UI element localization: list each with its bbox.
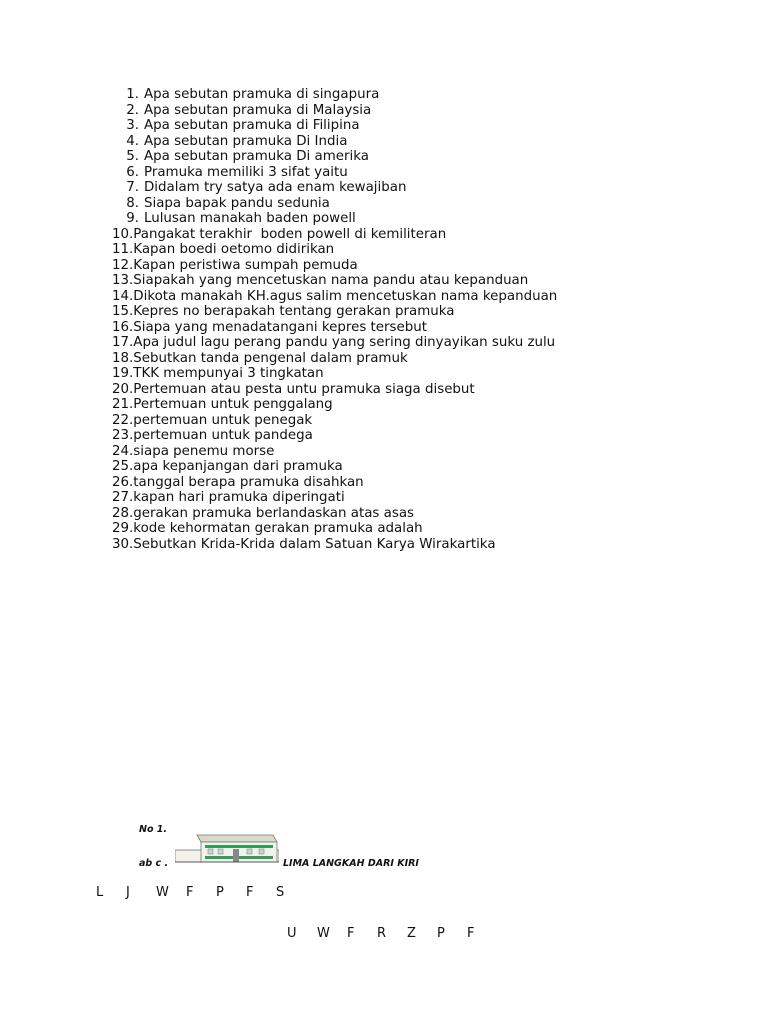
puzzle-number-label: No 1. (139, 824, 168, 835)
school-building-icon (175, 834, 279, 864)
question-number: 15. (112, 304, 134, 319)
question-item (112, 165, 557, 181)
question-number: 11. (112, 242, 134, 257)
question-text: Didalam try satya ada enam kewajiban (144, 180, 407, 195)
question-text: Pertemuan untuk penggalang (133, 397, 333, 412)
question-item (112, 149, 557, 165)
question-text: Sebutkan Krida-Krida dalam Satuan Karya Wirakartika (133, 536, 496, 552)
puzzle-letter: W (156, 885, 169, 900)
question-item (112, 196, 557, 212)
question-text: TKK mempunyai 3 tingkatan (133, 366, 324, 381)
question-text: Kepres no berapakah tentang gerakan pramuka (133, 304, 455, 319)
question-item (112, 537, 557, 553)
question-text: kapan hari pramuka diperingati (133, 490, 345, 505)
puzzle-letter: F (246, 885, 254, 900)
question-number: 6. (126, 164, 139, 180)
question-text: Pertemuan atau pesta untu pramuka siaga disebut (133, 381, 475, 397)
question-number: 30. (112, 536, 134, 552)
puzzle-letter: U (287, 926, 297, 941)
puzzle-letter: S (276, 885, 285, 900)
question-text: kode kehormatan gerakan pramuka adalah (133, 521, 423, 536)
puzzle-letter: R (377, 926, 387, 941)
question-item (112, 227, 557, 243)
letter-row-1 (96, 885, 306, 900)
question-item (112, 242, 557, 258)
question-number: 24. (112, 443, 134, 459)
question-text: Kapan peristiwa sumpah pemuda (133, 257, 358, 273)
question-text: pertemuan untuk pandega (133, 428, 313, 443)
question-number: 25. (112, 459, 134, 474)
question-text: Apa sebutan pramuka di Filipina (144, 118, 360, 133)
question-list (112, 87, 557, 552)
question-text: Siapakah yang mencetuskan nama pandu atau kepanduan (133, 273, 529, 288)
question-text: Siapa yang menadatangani kepres tersebut (133, 319, 427, 335)
question-text: siapa penemu morse (133, 443, 275, 459)
question-item (112, 134, 557, 150)
question-number: 27. (112, 490, 134, 505)
puzzle-letter: Z (407, 926, 416, 941)
puzzle-letter: P (437, 926, 445, 941)
question-number: 29. (112, 521, 134, 536)
question-number: 8. (126, 195, 139, 211)
question-item (112, 444, 557, 460)
question-text: pertemuan untuk penegak (133, 412, 313, 428)
question-text: Kapan boedi oetomo didirikan (133, 242, 335, 257)
question-item (112, 506, 557, 522)
question-number: 9. (126, 211, 139, 226)
question-text: tanggal berapa pramuka disahkan (133, 474, 364, 490)
question-number: 23. (112, 428, 134, 443)
letter-row-2 (287, 926, 497, 941)
question-text: Apa judul lagu perang pandu yang sering dinyayikan suku zulu (133, 335, 556, 350)
question-item (112, 490, 557, 506)
question-number: 21. (112, 397, 134, 412)
question-number: 3. (126, 118, 139, 133)
question-item (112, 289, 557, 305)
question-text: apa kepanjangan dari pramuka (133, 459, 343, 474)
puzzle-letter: P (216, 885, 224, 900)
question-number: 19. (112, 366, 134, 381)
question-item (112, 304, 557, 320)
question-item (112, 475, 557, 491)
question-item (112, 428, 557, 444)
question-item (112, 258, 557, 274)
question-number: 22. (112, 412, 134, 428)
puzzle-hint: LIMA LANGKAH DARI KIRI (283, 858, 419, 869)
question-item (112, 521, 557, 537)
question-text: Lulusan manakah baden powell (144, 211, 356, 226)
question-item (112, 273, 557, 289)
question-text: Apa sebutan pramuka di singapura (144, 87, 380, 102)
question-item (112, 180, 557, 196)
puzzle-letter: L (96, 885, 104, 900)
question-text: gerakan pramuka berlandaskan atas asas (133, 505, 415, 521)
question-item (112, 335, 557, 351)
question-number: 10. (112, 226, 134, 242)
question-number: 20. (112, 381, 134, 397)
question-number: 5. (126, 149, 139, 164)
question-item (112, 211, 557, 227)
question-item (112, 459, 557, 475)
question-number: 17. (112, 335, 134, 350)
puzzle-letter: F (186, 885, 194, 900)
question-text: Sebutkan tanda pengenal dalam pramuk (133, 350, 408, 366)
question-text: Pangakat terakhir boden powell di kemiliteran (133, 226, 447, 242)
puzzle-letter: F (467, 926, 475, 941)
question-item (112, 366, 557, 382)
question-number: 18. (112, 350, 134, 366)
question-number: 16. (112, 319, 134, 335)
question-item (112, 397, 557, 413)
question-number: 13. (112, 273, 134, 288)
question-item (112, 413, 557, 429)
question-text: Pramuka memiliki 3 sifat yaitu (144, 164, 348, 180)
question-number: 28. (112, 505, 134, 521)
question-number: 7. (126, 180, 139, 195)
question-item (112, 382, 557, 398)
puzzle-letter: J (126, 885, 130, 900)
question-text: Dikota manakah KH.agus salim mencetuskan nama kepanduan (133, 288, 558, 304)
question-item (112, 320, 557, 336)
question-text: Apa sebutan pramuka Di India (144, 133, 348, 149)
question-number: 1. (126, 87, 139, 102)
question-item (112, 118, 557, 134)
puzzle-letter: F (347, 926, 355, 941)
puzzle-letter: W (317, 926, 330, 941)
abc-label: ab c . (139, 858, 169, 869)
question-number: 2. (126, 102, 139, 118)
question-text: Apa sebutan pramuka di Malaysia (144, 102, 372, 118)
question-item (112, 87, 557, 103)
question-number: 12. (112, 257, 134, 273)
question-text: Siapa bapak pandu sedunia (144, 195, 330, 211)
question-number: 26. (112, 474, 134, 490)
question-item (112, 351, 557, 367)
question-number: 4. (126, 133, 139, 149)
question-number: 14. (112, 288, 134, 304)
question-item (112, 103, 557, 119)
question-text: Apa sebutan pramuka Di amerika (144, 149, 369, 164)
